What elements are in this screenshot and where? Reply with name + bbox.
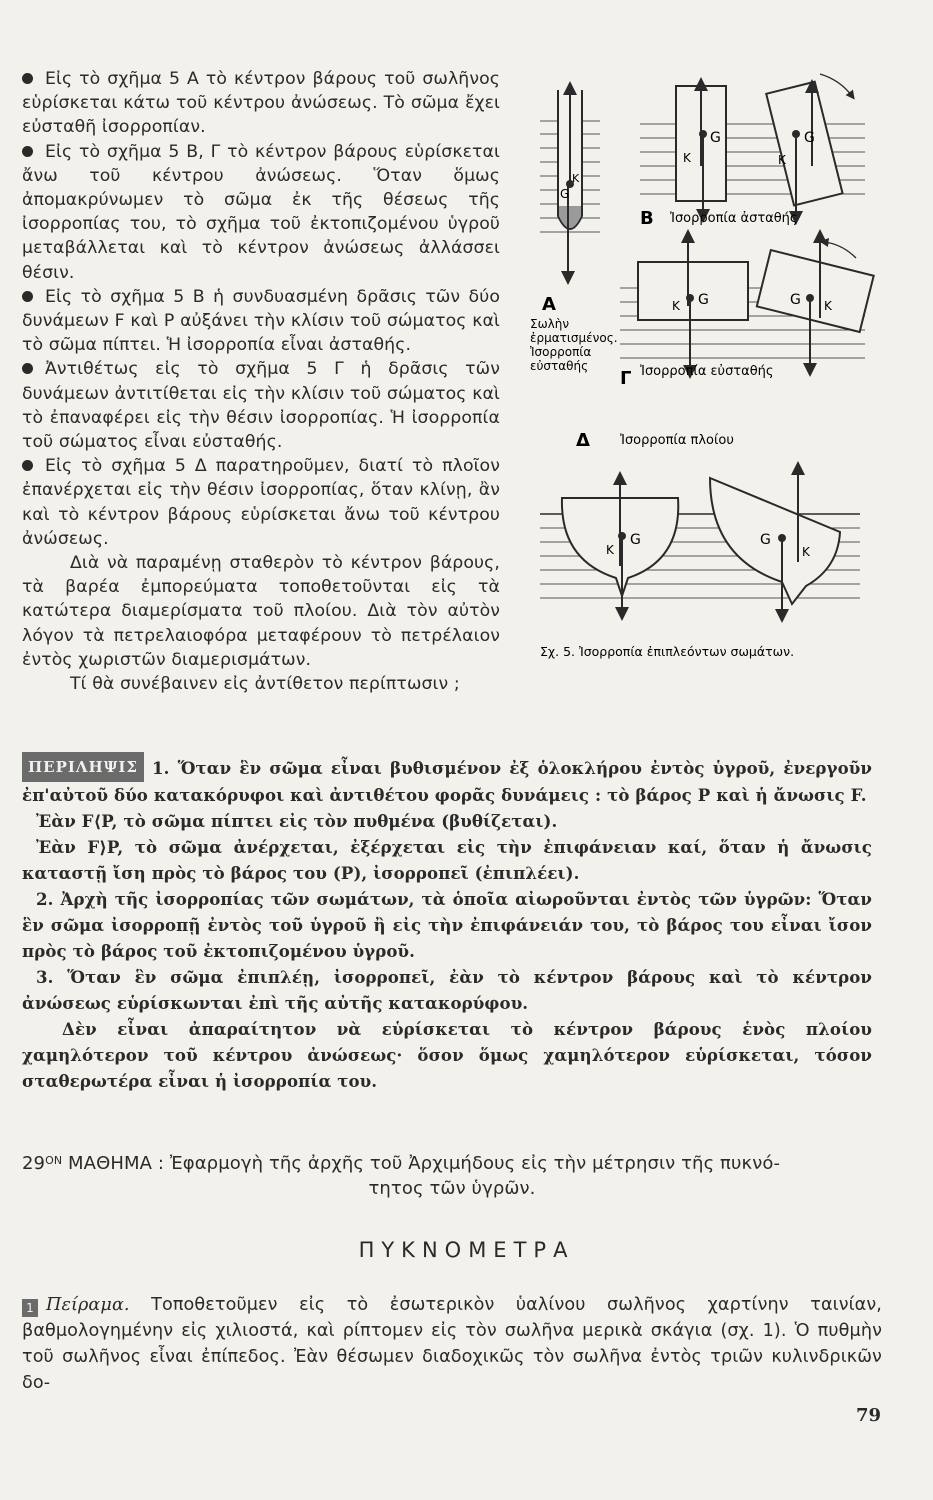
lesson-label: ΜΑΘΗΜΑ : — [68, 1153, 165, 1174]
bullet-icon — [22, 291, 33, 302]
bullet-icon — [22, 73, 33, 84]
paragraph-fig5g: Ἀντιθέτως εἰς τὸ σχῆμα 5 Γ ἡ δρᾶσις τῶν δυνάμεων ἀντιτίθεται εἰς τὴν κλίσιν τοῦ σώματος καὶ τὸ ἐπαναφέρει εἰς τὴν θέσιν ἰσορροπίας. Ἡ ἰσορροπία τοῦ σώματος εἶναι εὐσταθής. — [22, 359, 500, 453]
point-k-label: K — [778, 153, 786, 167]
caption-a-line-2: ἐρματισμένος. — [530, 331, 618, 345]
caption-g: Ἰσορροπία εὐσταθής — [640, 364, 774, 379]
lesson-header — [22, 1148, 882, 1201]
paragraph-cargo: Διὰ νὰ παραμένῃ σταθερὸν τὸ κέντρον βάρους, τὰ βαρέα ἐμπορεύματα τοποθετοῦνται εἰς τὰ κατώτερα διαμερίσματα τοῦ πλοίου. Διὰ τὸν αὐτὸν λόγον τὰ πετρελαιοφόρα μεταφέρουν τὸ πετρέλαιον ἐντὸς χωριστῶν διαμερισμάτων. — [22, 553, 500, 670]
summary-badge: ΠΕΡΙΛΗΨΙΣ — [22, 752, 144, 782]
summary-p6: Δὲν εἶναι ἀπαραίτητον νὰ εὑρίσκεται τὸ κέντρον βάρους ἑνὸς πλοίου χαμηλότερον τοῦ κέντρου ἀνώσεως· ὅσον ὅμως χαμηλότερον εὑρίσκεται, τόσον σταθερωτέρα εἶναι ἡ ἰσορροπία του. — [22, 1019, 872, 1091]
panel-b-unstable — [640, 74, 865, 229]
point-g-label: G — [560, 187, 570, 201]
paragraph-question: Τί θὰ συνέβαινεν εἰς ἀντίθετον περίπτωσιν ; — [70, 674, 460, 695]
summary-p4: 2. Ἀρχὴ τῆς ἰσορροπίας τῶν σωμάτων, τὰ ὁποῖα αἰωροῦνται ἐντὸς τῶν ὑγρῶν: Ὅταν ἓν σῶμα ἰσορροπῇ ἐντὸς τοῦ ὑγροῦ ἢ εἰς τὴν ἐπιφάνειάν του, τὸ βάρος του εἶναι ἴσον πρὸς τὸ βάρος τοῦ ἐκτοπιζομένου ὑγροῦ. — [22, 889, 872, 961]
point-k-label: K — [672, 299, 680, 313]
caption-b: Ἰσορροπία ἀσταθής — [670, 211, 798, 226]
caption-d: Ἰσορροπία πλοίου — [620, 433, 734, 448]
paragraph-fig5a: Εἰς τὸ σχῆμα 5 Α τὸ κέντρον βάρους τοῦ σωλῆνος εὑρίσκεται κάτω τοῦ κέντρου ἀνώσεως. Τὸ σῶμα ἔχει εὐσταθῆ ἰσορροπίαν. — [22, 69, 500, 138]
summary-p2: Ἐὰν F⟨P, τὸ σῶμα πίπτει εἰς τὸν πυθμένα (βυθίζεται). — [36, 811, 558, 831]
point-g-label: G — [630, 532, 641, 548]
figure-caption: Σχ. 5. Ἰσορροπία ἐπιπλεόντων σωμάτων. — [540, 644, 795, 659]
bullet-icon — [22, 460, 33, 471]
bullet-icon — [22, 146, 33, 157]
label-d: Δ — [576, 430, 590, 451]
panel-d-ship — [540, 430, 860, 616]
label-g: Γ — [620, 368, 632, 389]
point-k-label: K — [572, 172, 580, 185]
lesson-title-line1: Ἐφαρμογὴ τῆς ἀρχῆς τοῦ Ἀρχιμήδους εἰς τὴν μέτρησιν τῆς πυκνό- — [169, 1153, 781, 1174]
figure-5-floating-bodies — [520, 66, 880, 666]
point-k-label: K — [802, 545, 810, 559]
point-g-label: G — [804, 130, 815, 146]
point-g-label: G — [790, 292, 801, 308]
tilt-arrow-icon — [820, 74, 852, 96]
point-g-label: G — [698, 292, 709, 308]
paragraph-fig5d: Εἰς τὸ σχῆμα 5 Δ παρατηροῦμεν, διατί τὸ πλοῖον ἐπανέρχεται εἰς τὴν θέσιν ἰσορροπίας, ὅταν κλίνῃ, ἂν καὶ τὸ κέντρον βάρους εὑρίσκεται ἄνω τοῦ κέντρου ἀνώσεως. — [22, 456, 500, 549]
left-column-text — [22, 67, 500, 696]
caption-a-line-3: Ἰσορροπία — [530, 345, 592, 359]
point-k-label: K — [606, 543, 614, 557]
caption-a-line-4: εὐσταθής — [530, 359, 589, 373]
lesson-number: 29 — [22, 1153, 46, 1174]
point-k-label: K — [683, 151, 691, 165]
experiment-label: Πείραμα. — [46, 1295, 130, 1315]
section-title: ΠΥΚΝΟΜΕΤΡΑ — [358, 1238, 575, 1262]
label-b: Β — [640, 208, 654, 229]
summary-p1: ΠΕΡΙΛΗΨΙΣ 1. Ὅταν ἓν σῶμα εἶναι βυθισμένον ἐξ ὁλοκλήρου ἐντὸς ὑγροῦ, ἐνεργοῦν ἐπ'αὐτοῦ δύο κατακόρυφοι καὶ ἀντιθέτου φορᾶς δυνάμεις : τὸ βάρος P καὶ ἡ ἄνωσις F. — [22, 752, 872, 808]
experiment-number: 1 — [22, 1299, 38, 1317]
panel-a-tube — [530, 88, 618, 373]
panel-g-stable — [620, 236, 874, 389]
point-k-label: K — [824, 299, 832, 313]
caption-a-line-1: Σωλὴν — [530, 317, 570, 331]
summary-p5: 3. Ὅταν ἓν σῶμα ἐπιπλέῃ, ἰσορροπεῖ, ἐὰν τὸ κέντρον βάρους καὶ τὸ κέντρον ἀνώσεως εὑρίσκωνται ἐπὶ τῆς αὐτῆς κατακορύφου. — [22, 967, 872, 1013]
tilt-arrow-icon — [824, 242, 856, 258]
label-a: Α — [542, 294, 556, 315]
lesson-number-sup: ΟΝ — [45, 1154, 63, 1167]
bullet-icon — [22, 363, 33, 374]
point-g-label: G — [710, 130, 721, 146]
paragraph-fig5bg: Εἰς τὸ σχῆμα 5 Β, Γ τὸ κέντρον βάρους εὑρίσκεται ἄνω τοῦ κέντρου ἀνώσεως. Ὅταν ὅμως ἀπομακρύνωμεν τὸ σῶμα ἐκ τῆς θέσεως τῆς ἰσορροπίας του, τὸ σχῆμα τοῦ ἐκτοπιζομένου ὑγροῦ μεταβάλλεται καὶ τὸ κέντρον ἀνώσεως ἀλλάσσει θέσιν. — [22, 141, 500, 283]
experiment-paragraph — [22, 1292, 882, 1396]
page-number: 79 — [855, 1405, 881, 1426]
summary-p3: Ἐὰν F⟩P, τὸ σῶμα ἀνέρχεται, ἐξέρχεται εἰς τὴν ἐπιφάνειαν καί, ὅταν ἡ ἄνωσις καταστῇ ἴση πρὸς τὸ βάρος του (P), ἰσορροπεῖ (ἐπιπλέει). — [22, 837, 872, 883]
point-g-label: G — [760, 532, 771, 548]
summary-section — [22, 752, 872, 1094]
experiment-text: Τοποθετοῦμεν εἰς τὸ ἐσωτερικὸν ὑαλίνου σωλῆνος χαρτίνην ταινίαν, βαθμολογημένην εἰς χιλιοστά, καὶ ρίπτομεν εἰς τὸν σωλῆνα μερικὰ σκάγια (σχ. 1). Ὁ πυθμὴν τοῦ σωλῆνος εἶναι ἐπίπεδος. Ἐὰν θέσωμεν διαδοχικῶς τὸν σωλῆνα ἐντὸς τριῶν κυλινδρικῶν δο- — [22, 1295, 882, 1393]
lesson-title-line2: τητος τῶν ὑγρῶν. — [368, 1178, 536, 1199]
paragraph-fig5b: Εἰς τὸ σχῆμα 5 Β ἡ συνδυασμένη δρᾶσις τῶν δύο δυνάμεων F καὶ P αὐξάνει τὴν κλίσιν τοῦ σώματος καὶ τὸ σῶμα πίπτει. Ἡ ἰσορροπία εἶναι ἀσταθής. — [22, 286, 500, 356]
